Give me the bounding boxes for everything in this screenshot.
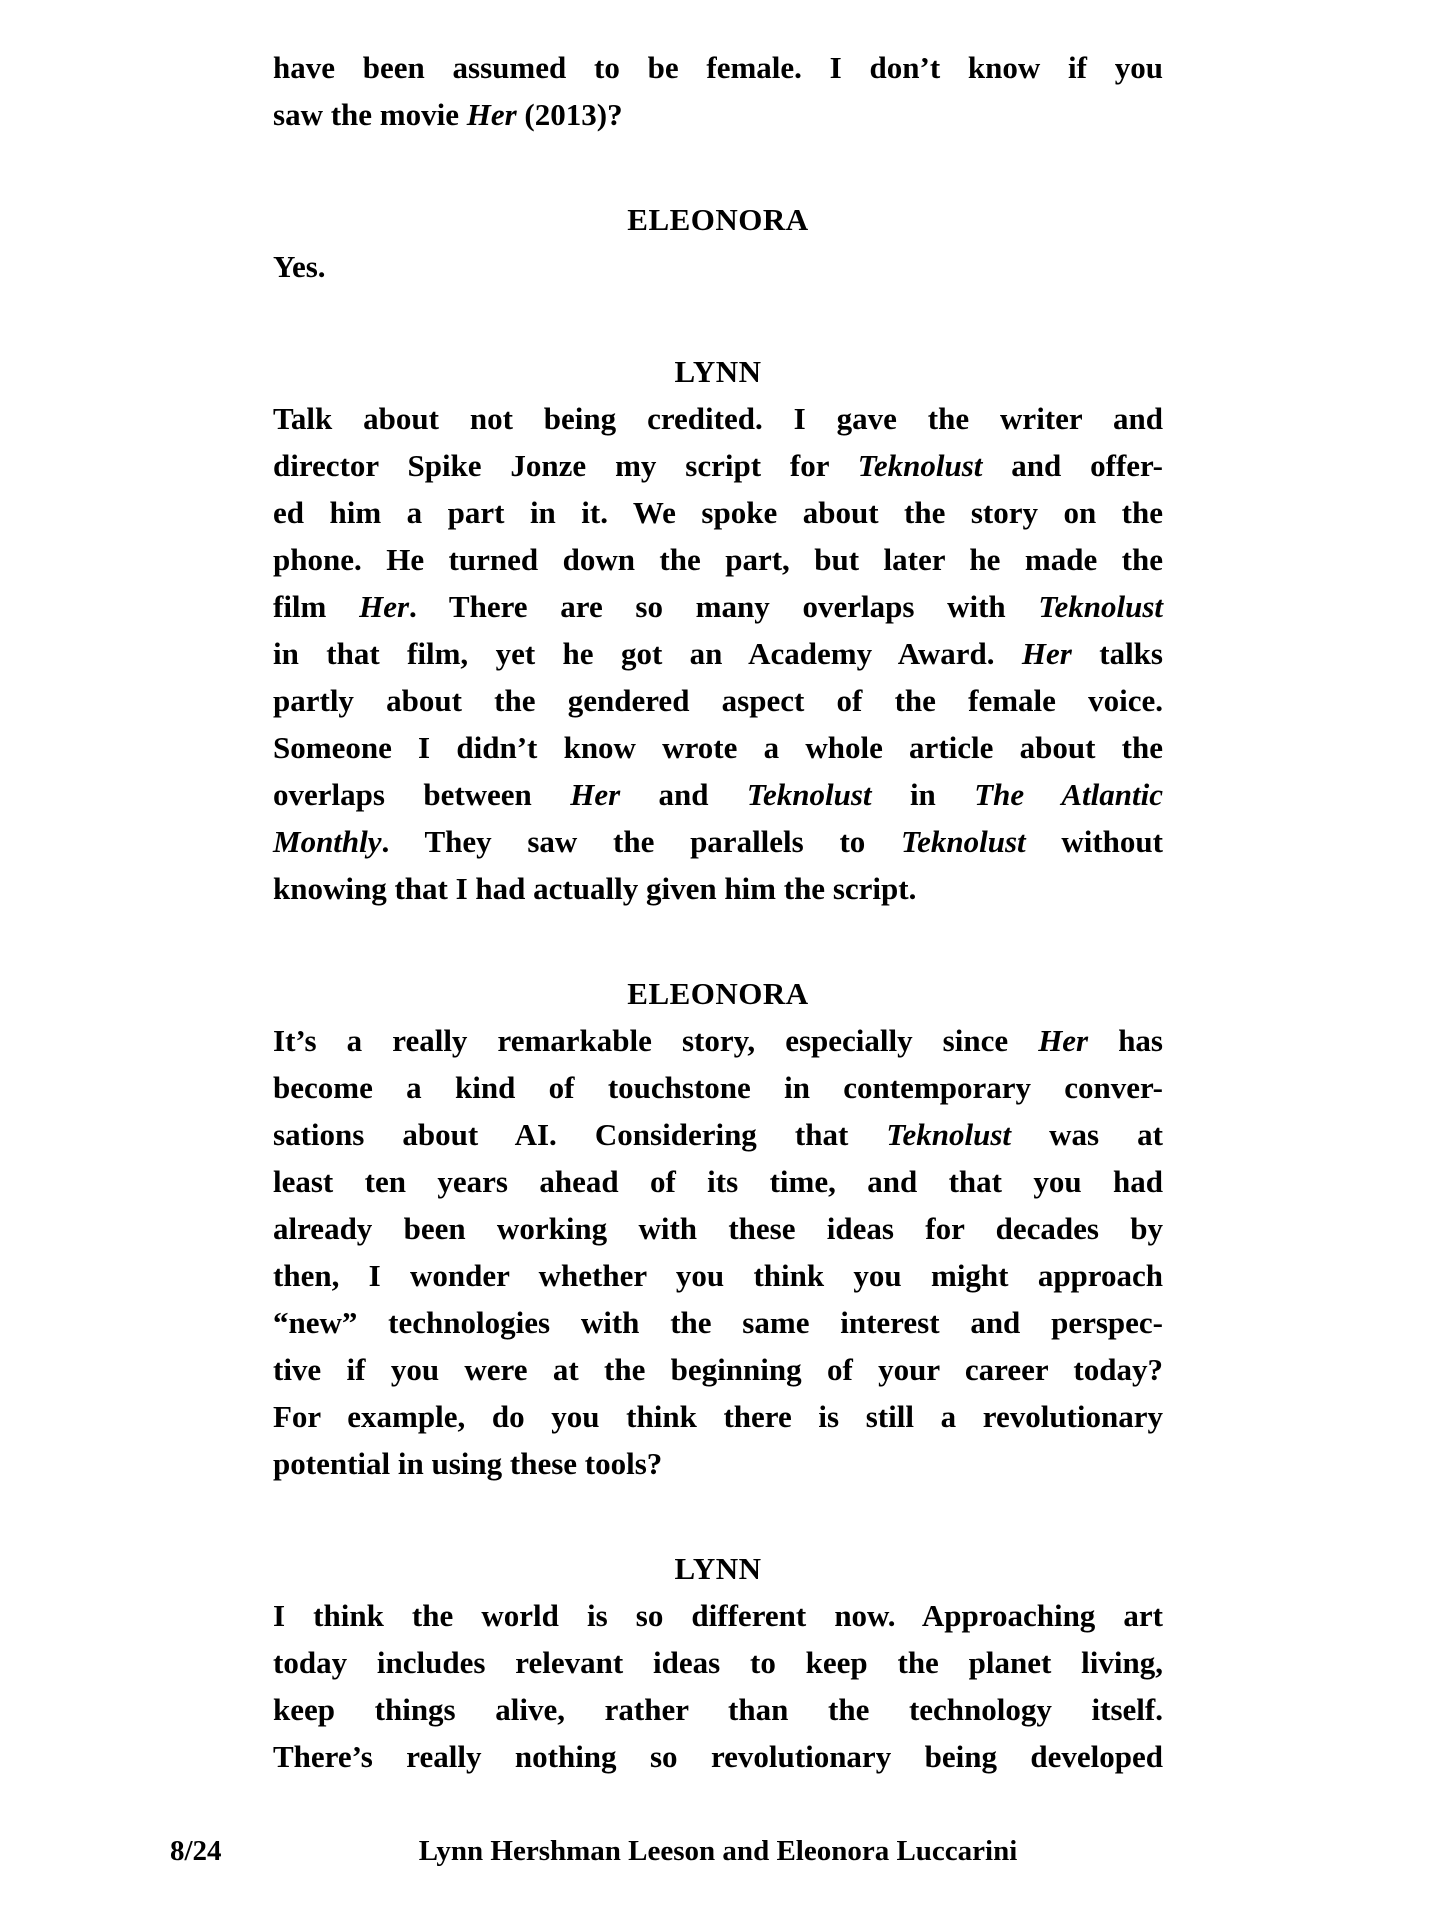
text-run: film <box>273 589 360 624</box>
text-line <box>273 536 1163 583</box>
text-run: It’s a really remarkable story, especially since <box>273 1023 1039 1058</box>
text-run: There’s really nothing so revolutionary being developed <box>273 1739 1163 1774</box>
text-line <box>273 724 1163 771</box>
text-run: least ten years ahead of its time, and that you had <box>273 1164 1163 1199</box>
dialogue-paragraph <box>273 1017 1163 1487</box>
italic-title: Her <box>1021 636 1072 671</box>
footer-title: Lynn Hershman Leeson and Eleonora Luccarini <box>418 1835 1018 1867</box>
text-run: director Spike Jonze my script for <box>273 448 858 483</box>
text-line <box>273 1158 1163 1205</box>
text-line <box>273 677 1163 724</box>
italic-title: Teknolust <box>857 448 983 483</box>
text-line <box>273 442 1163 489</box>
text-line <box>273 1064 1163 1111</box>
text-line <box>273 865 1163 912</box>
text-run: talks <box>1071 636 1163 671</box>
text-line <box>273 489 1163 536</box>
speaker-heading: LYNN <box>674 1551 762 1586</box>
text-run: has <box>1088 1023 1163 1058</box>
italic-title: The Atlantic <box>974 777 1164 812</box>
text-line <box>273 1686 1163 1733</box>
text-run: saw the movie <box>273 97 467 132</box>
text-run: potential in using these tools? <box>273 1446 663 1481</box>
dialogue-paragraph <box>273 1592 1163 1780</box>
text-run: in <box>871 777 975 812</box>
text-line <box>273 44 1163 91</box>
text-run: “new” technologies with the same interest and perspec- <box>273 1305 1163 1340</box>
italic-title: Her <box>570 777 621 812</box>
text-run: knowing that I had actually given him the script. <box>273 871 917 906</box>
speaker-heading: ELEONORA <box>627 976 809 1011</box>
text-line <box>273 1440 1163 1487</box>
text-run: keep things alive, rather than the technology itself. <box>273 1692 1163 1727</box>
text-run: in that film, yet he got an Academy Award. <box>273 636 1022 671</box>
page-footer <box>0 1828 1440 1875</box>
text-run: For example, do you think there is still a revolutionary <box>273 1399 1163 1434</box>
text-line <box>273 1639 1163 1686</box>
text-run: was at <box>1011 1117 1164 1152</box>
speaker-heading: ELEONORA <box>627 202 809 237</box>
speaker-heading: LYNN <box>674 354 762 389</box>
text-line <box>273 395 1163 442</box>
text-line <box>273 818 1163 865</box>
italic-title: Teknolust <box>746 777 872 812</box>
text-line <box>273 1346 1163 1393</box>
text-run: and offer- <box>982 448 1163 483</box>
text-run: then, I wonder whether you think you might approach <box>273 1258 1163 1293</box>
text-run: sations about AI. Considering that <box>273 1117 887 1152</box>
text-run: without <box>1025 824 1163 859</box>
text-run: overlaps between <box>273 777 571 812</box>
text-line <box>273 1205 1163 1252</box>
text-line <box>273 1592 1163 1639</box>
text-column <box>273 44 1163 1780</box>
italic-title: Teknolust <box>886 1117 1012 1152</box>
text-run: . There are so many overlaps with <box>409 589 1039 624</box>
text-run: today includes relevant ideas to keep the planet living, <box>273 1645 1163 1680</box>
text-line <box>273 1111 1163 1158</box>
italic-title: Her <box>1038 1023 1089 1058</box>
italic-title: Her <box>359 589 410 624</box>
text-run: . They saw the parallels to <box>381 824 901 859</box>
text-run: (2013)? <box>516 97 623 132</box>
page-number: 8/24 <box>170 1835 222 1867</box>
text-run: partly about the gendered aspect of the female voice. <box>273 683 1163 718</box>
text-run: Someone I didn’t know wrote a whole article about the <box>273 730 1163 765</box>
text-run: tive if you were at the beginning of your career today? <box>273 1352 1163 1387</box>
italic-title: Her <box>466 97 517 132</box>
text-run: become a kind of touchstone in contemporary conver- <box>273 1070 1163 1105</box>
text-line <box>273 771 1163 818</box>
text-line <box>273 630 1163 677</box>
text-run: and <box>620 777 747 812</box>
text-line <box>273 1017 1163 1064</box>
text-line <box>273 1393 1163 1440</box>
text-line <box>273 243 1163 290</box>
italic-title: Monthly <box>273 824 382 859</box>
text-line <box>273 1252 1163 1299</box>
text-run: Talk about not being credited. I gave the writer and <box>273 401 1163 436</box>
text-run: phone. He turned down the part, but later he made the <box>273 542 1163 577</box>
text-run: have been assumed to be female. I don’t know if you <box>273 50 1163 85</box>
text-run: Yes. <box>273 249 326 284</box>
dialogue-paragraph <box>273 44 1163 138</box>
text-line <box>273 583 1163 630</box>
italic-title: Teknolust <box>1038 589 1163 624</box>
text-line <box>273 1299 1163 1346</box>
italic-title: Teknolust <box>901 824 1026 859</box>
text-run: ed him a part in it. We spoke about the story on the <box>273 495 1163 530</box>
dialogue-paragraph <box>273 395 1163 912</box>
text-run: already been working with these ideas for decades by <box>273 1211 1163 1246</box>
text-run: I think the world is so different now. Approaching art <box>273 1598 1163 1633</box>
text-line <box>273 91 1163 138</box>
dialogue-paragraph <box>273 243 1163 290</box>
text-line <box>273 1733 1163 1780</box>
